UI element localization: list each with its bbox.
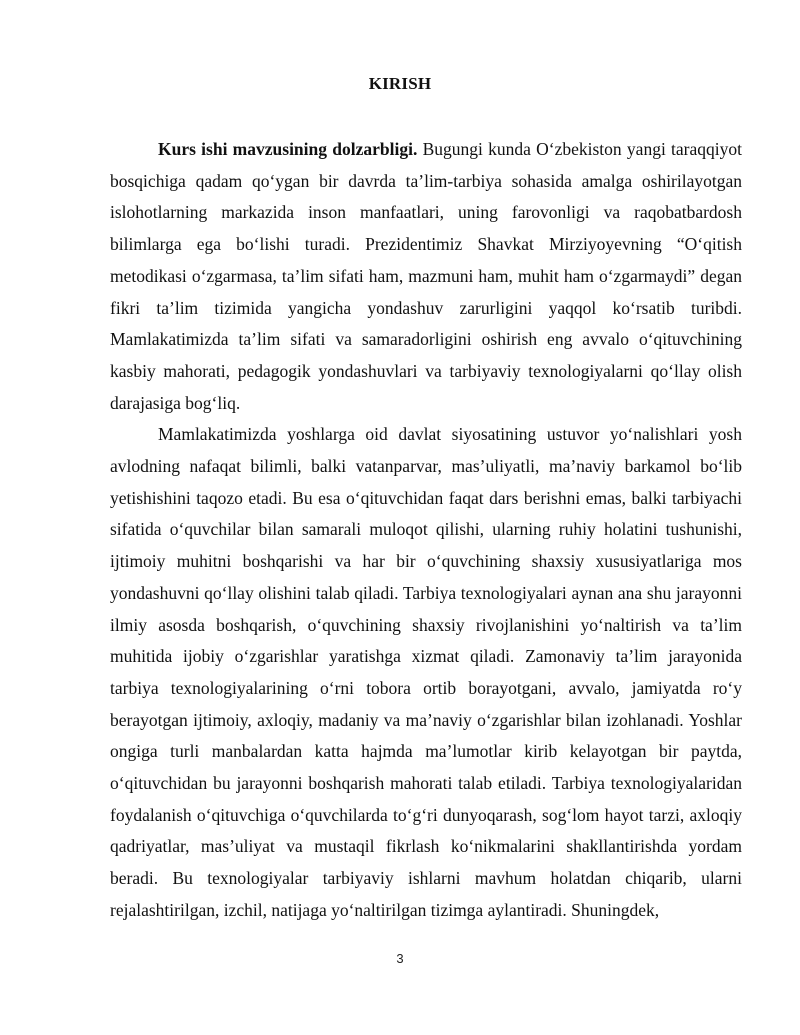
- paragraph-text: Bugungi kunda O‘zbekiston yangi taraqqiyot bosqichiga qadam qo‘ygan bir davrda ta’lim-tarbiya sohasida amalga oshirilayotgan islohotlarning markazida inson manfaatlari, uning farovonligi va raqobatbardosh bilimlarga ega bo‘lishi turadi. Prezidentimiz Shavkat Mirziyoyevning “O‘qitish metodikasi o‘zgarmasa, ta’lim sifati ham, mazmuni ham, muhit ham o‘zgarmaydi” degan fikri ta’lim tizimida yangicha yondashuv zarurligini yaqqol ko‘rsatib turibdi. Mamlakatimizda ta’lim sifati va samaradorligini oshirish eng avvalo o‘qituvchining kasbiy mahorati, pedagogik yondashuvlari va tarbiyaviy texnologiyalarni qo‘llay olish darajasiga bog‘liq.: [110, 139, 742, 413]
- paragraph-lead: Kurs ishi mavzusining dolzarbligi.: [158, 139, 418, 159]
- paragraph-1: [110, 134, 742, 419]
- body-text: [110, 134, 742, 927]
- paragraph-2: [110, 419, 742, 926]
- paragraph-text: Mamlakatimizda yoshlarga oid davlat siyosatining ustuvor yo‘nalishlari yosh avlodning nafaqat bilimli, balki vatanparvar, mas’uliyatli, ma’naviy barkamol bo‘lib yetishishini taqozo etadi. Bu esa o‘qituvchidan faqat dars berishni emas, balki tarbiyachi sifatida o‘quvchilar bilan samarali muloqot qilishi, ularning ruhiy holatini tushunishi, ijtimoiy muhitni boshqarishi va har bir o‘quvchining shaxsiy xususiyatlariga mos yondashuvni qo‘llay olishini talab qiladi. Tarbiya texnologiyalari aynan ana shu jarayonni ilmiy asosda boshqarish, o‘quvchining shaxsiy rivojlanishini yo‘naltirish va ta’lim muhitida ijobiy o‘zgarishlar yaratishga xizmat qiladi. Zamonaviy ta’lim jarayonida tarbiya texnologiyalarining o‘rni tobora ortib borayotgani, avvalo, jamiyatda ro‘y berayotgan ijtimoiy, axloqiy, madaniy va ma’naviy o‘zgarishlar bilan izohlanadi. Yoshlar ongiga turli manbalardan katta hajmda ma’lumotlar kirib kelayotgan bir paytda, o‘qituvchidan bu jarayonni boshqarish mahorati talab etiladi. Tarbiya texnologiyalaridan foydalanish o‘qituvchiga o‘quvchilarda to‘g‘ri dunyoqarash, sog‘lom hayot tarzi, axloqiy qadriyatlar, mas’uliyat va mustaqil fikrlash ko‘nikmalarini shakllantirishda yordam beradi. Bu texnologiyalar tarbiyaviy ishlarni mavhum holatdan chiqarib, ularni rejalashtirilgan, izchil, natijaga yo‘naltirilgan tizimga aylantiradi. Shuningdek,: [110, 424, 742, 920]
- page-number: 3: [396, 951, 404, 966]
- section-heading: KIRISH: [368, 74, 432, 93]
